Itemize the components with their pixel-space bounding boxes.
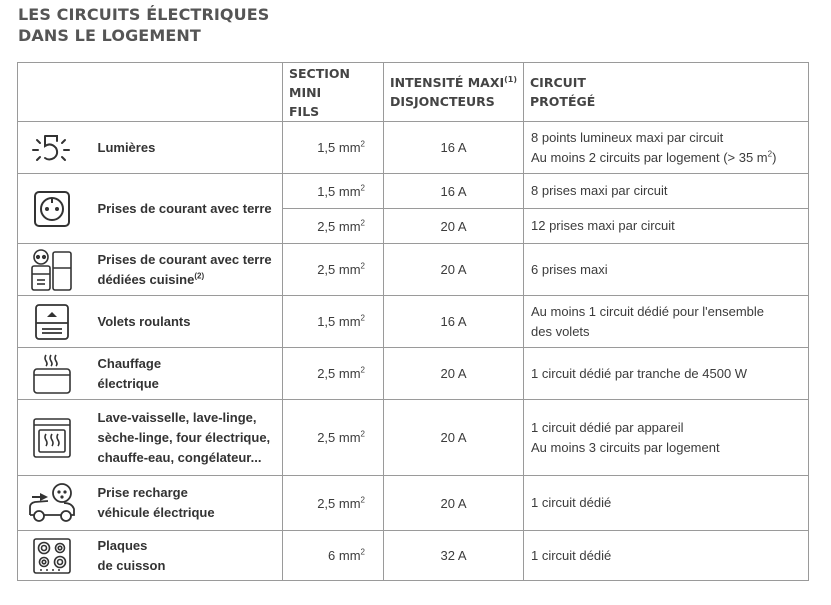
sup: 2 [767, 149, 773, 159]
row-label-l1: Prises de courant avec terre [97, 251, 272, 267]
row-label [86, 174, 283, 244]
row-label-l2: électrique [97, 375, 159, 391]
sup: 2 [360, 365, 365, 375]
row-icon-cell [18, 174, 86, 244]
note-ref: (2) [194, 271, 205, 281]
socket-icon [32, 189, 72, 229]
row-label-l1: Prise recharge [97, 485, 188, 500]
oven-icon [30, 416, 74, 460]
row-intensity: 16 A [384, 296, 524, 348]
circuit-l2: des volets [531, 323, 590, 339]
row-label [86, 244, 283, 296]
row-section [283, 476, 384, 531]
row-label-l1: Lumières [97, 139, 156, 155]
row-label [86, 296, 283, 348]
header-intensity-l2: DISJONCTEURS [390, 94, 495, 109]
row-label [86, 122, 283, 174]
circuit-l1: 12 prises maxi par circuit [531, 218, 675, 233]
header-empty [18, 63, 283, 122]
title-line-2: DANS LE LOGEMENT [18, 26, 201, 45]
table-row [18, 400, 809, 476]
row-section [283, 348, 384, 400]
row-intensity: 20 A [384, 476, 524, 531]
row-icon-cell [18, 348, 86, 400]
sup: 2 [360, 547, 365, 557]
circuits-table [17, 62, 809, 581]
heater-icon [30, 353, 74, 395]
header-section [283, 63, 384, 122]
row-circuit [524, 174, 809, 209]
roller-shutter-icon [32, 302, 72, 342]
table-row [18, 244, 809, 296]
section-value: 1,5 mm [317, 183, 361, 199]
row-label-l1: Prises de courant avec terre [97, 200, 272, 216]
sup: 2 [360, 495, 365, 505]
circuit-l1: 1 circuit dédié par appareil [531, 419, 684, 435]
section-value: 2,5 mm [317, 495, 361, 511]
circuit-l2-end: ) [772, 149, 777, 165]
row-section [283, 400, 384, 476]
table-row [18, 174, 809, 209]
header-circuit-l1: CIRCUIT [530, 75, 586, 90]
section-value: 1,5 mm [317, 140, 361, 155]
row-section [283, 244, 384, 296]
row-icon-cell [18, 476, 86, 531]
row-icon-cell [18, 531, 86, 581]
sup: 2 [360, 313, 365, 323]
header-section-l2: FILS [289, 103, 320, 119]
header-circuit-l2: PROTÉGÉ [530, 94, 596, 109]
row-label-l1: Volets roulants [97, 313, 191, 329]
row-section [283, 296, 384, 348]
section-value: 1,5 mm [317, 314, 361, 329]
circuit-l1: 8 points lumineux maxi par circuit [531, 129, 724, 145]
row-circuit [524, 476, 809, 531]
row-intensity: 20 A [384, 400, 524, 476]
row-circuit [524, 209, 809, 244]
row-circuit [524, 531, 809, 581]
row-label-l2: dédiées cuisine [97, 271, 195, 287]
row-label [86, 400, 283, 476]
sup: 2 [360, 261, 365, 271]
circuit-l2: Au moins 3 circuits par logement [531, 439, 720, 455]
circuit-l1: 6 prises maxi [531, 261, 608, 277]
title-line-1: LES CIRCUITS ÉLECTRIQUES [18, 5, 270, 24]
kitchen-appliances-icon [29, 248, 75, 292]
section-value: 2,5 mm [317, 218, 361, 234]
row-icon-cell [18, 400, 86, 476]
header-intensity-note: (1) [504, 74, 518, 84]
header-intensity-l1: INTENSITÉ MAXI [390, 75, 505, 90]
circuit-l1: 1 circuit dédié par tranche de 4500 W [531, 365, 748, 381]
row-label-l1: Lave-vaisselle, lave-linge, [97, 409, 257, 425]
circuit-l1: 1 circuit dédié [531, 495, 612, 510]
sup: 2 [360, 218, 365, 228]
row-section [283, 531, 384, 581]
table-row [18, 122, 809, 174]
page-title [18, 4, 269, 46]
row-intensity: 16 A [384, 174, 524, 209]
section-value: 2,5 mm [317, 430, 361, 445]
row-section [283, 174, 384, 209]
circuit-l1: 1 circuit dédié [531, 547, 612, 563]
row-intensity: 20 A [384, 348, 524, 400]
row-circuit [524, 122, 809, 174]
row-icon-cell [18, 122, 86, 174]
row-circuit [524, 348, 809, 400]
section-value: 2,5 mm [317, 366, 361, 381]
sup: 2 [360, 183, 365, 193]
table-row [18, 348, 809, 400]
row-icon-cell [18, 244, 86, 296]
header-intensity [384, 63, 524, 122]
row-label-l2: véhicule électrique [97, 505, 215, 520]
circuit-l2: Au moins 2 circuits par logement (> 35 m [531, 149, 768, 165]
section-value: 6 mm [328, 548, 361, 563]
row-section [283, 122, 384, 174]
row-section [283, 209, 384, 244]
lightbulb-icon [30, 130, 74, 166]
row-intensity: 16 A [384, 122, 524, 174]
table-row [18, 476, 809, 531]
section-value: 2,5 mm [317, 262, 361, 277]
row-label [86, 476, 283, 531]
row-circuit [524, 400, 809, 476]
cooktop-icon [31, 536, 73, 576]
row-label-l2: sèche-linge, four électrique, [97, 429, 271, 445]
row-label [86, 531, 283, 581]
ev-charger-icon [26, 481, 78, 525]
row-intensity: 32 A [384, 531, 524, 581]
row-label-l1: Plaques [97, 537, 148, 553]
row-label-l2: de cuisson [97, 557, 166, 573]
table-row [18, 531, 809, 581]
circuit-l1: 8 prises maxi par circuit [531, 183, 668, 198]
table-row [18, 296, 809, 348]
row-label-l1: Chauffage [97, 355, 162, 371]
row-label [86, 348, 283, 400]
header-section-l1: SECTION MINI [289, 65, 350, 100]
row-circuit [524, 296, 809, 348]
row-icon-cell [18, 296, 86, 348]
sup: 2 [360, 429, 365, 439]
sup: 2 [360, 139, 365, 149]
header-circuit [524, 63, 809, 122]
circuit-l1: Au moins 1 circuit dédié pour l'ensemble [531, 303, 764, 319]
row-intensity: 20 A [384, 209, 524, 244]
row-label-l3: chauffe-eau, congélateur... [97, 449, 262, 465]
row-intensity: 20 A [384, 244, 524, 296]
row-circuit [524, 244, 809, 296]
header-row [18, 63, 809, 122]
